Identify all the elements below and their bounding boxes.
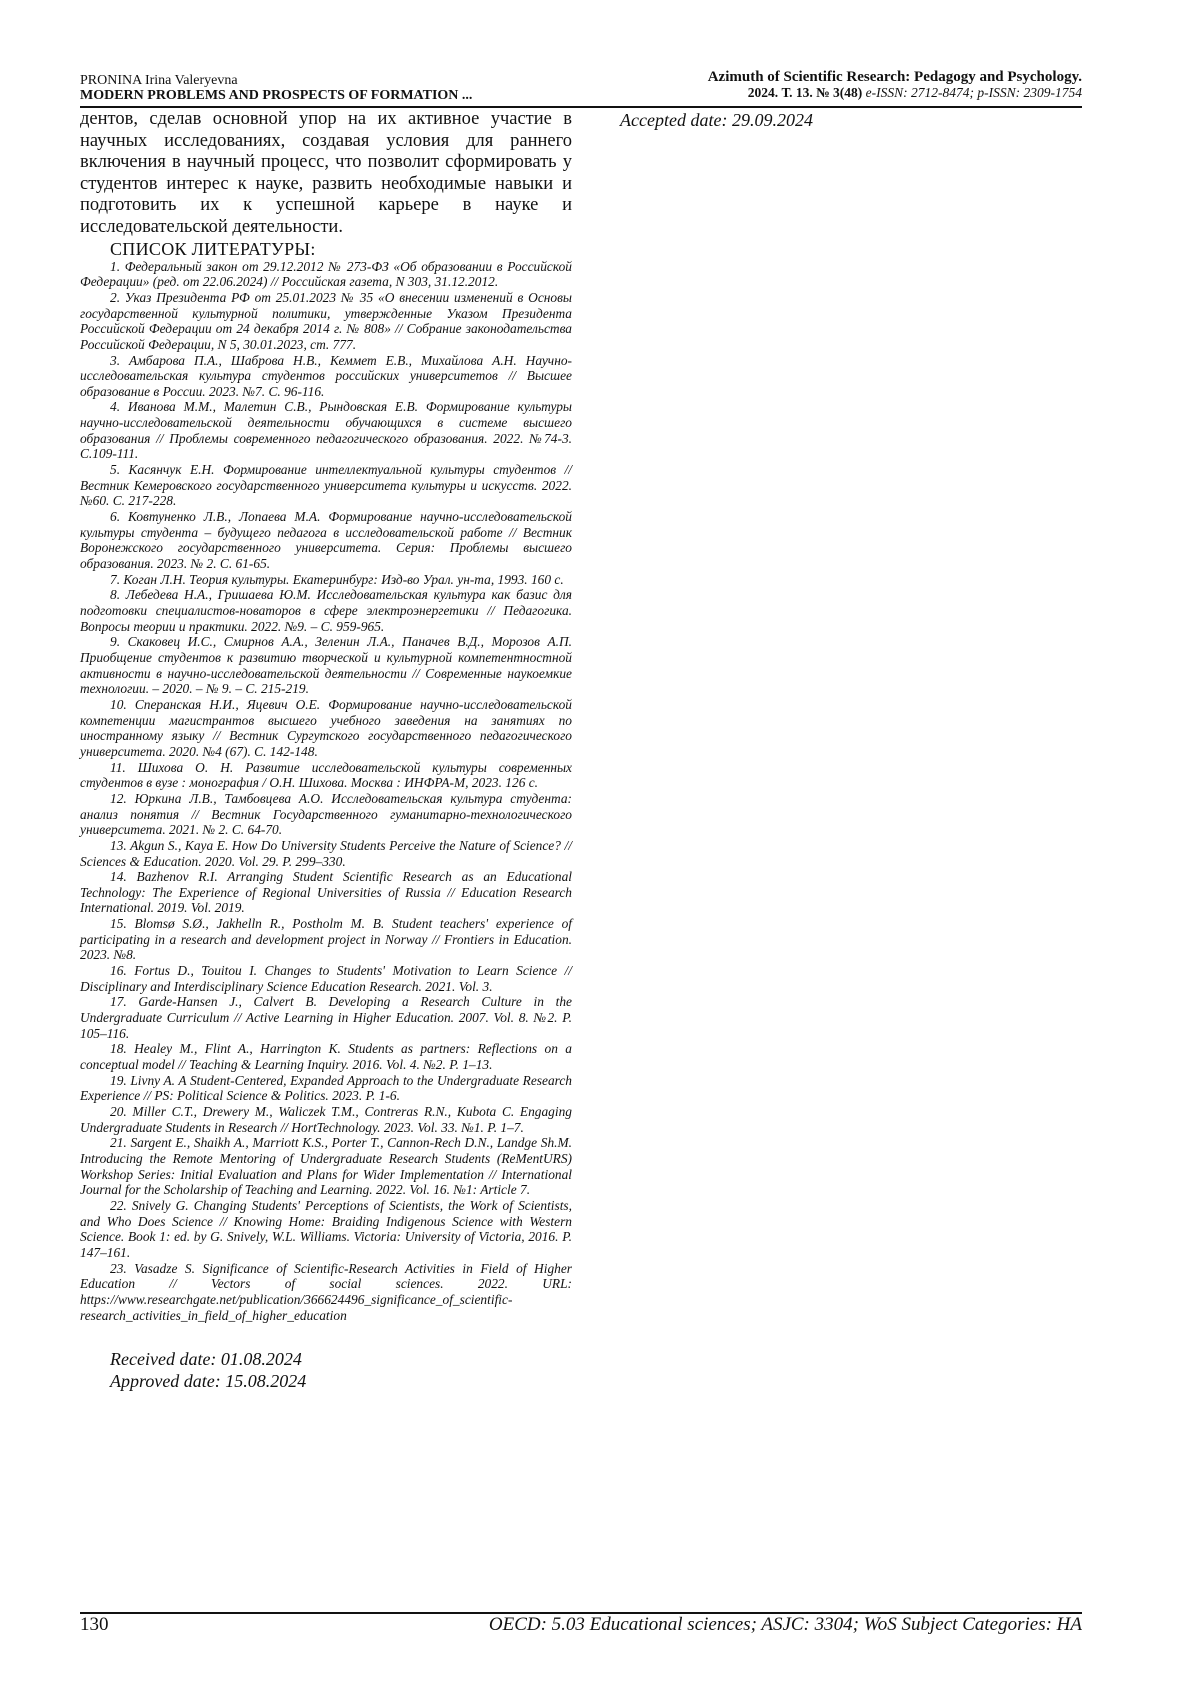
reference-item: 2. Указ Президента РФ от 25.01.2023 № 35 «О внесении изменений в Основы государственной культурной политики, утвержденные Указом Президента Российской Федерации от 24 декабря 2014 г. № 808» // Собрание законодательства Российской Федерации, N 5, 30.01.2023, ст. 777. [80, 289, 572, 352]
header-journal: Azimuth of Scientific Research: Pedagogy and Psychology. [707, 69, 1082, 85]
right-column [620, 109, 1082, 131]
left-column [80, 109, 572, 1392]
reference-item: 1. Федеральный закон от 29.12.2012 № 273-ФЗ «Об образовании в Российской Федерации» (ред. от 22.06.2024) // Российская газета, N 303, 31.12.2012. [80, 258, 572, 290]
reference-item: 21. Sargent E., Shaikh A., Marriott K.S., Porter T., Cannon-Rech D.N., Landge Sh.M. Introducing the Remote Mentoring of Undergraduate Research Students (ReMentURS) Workshop Series: Initial Evaluation and Plans for Wider Implementation // International Journal for the Scholarship of Teaching and Learning. 2022. Vol. 16. №1: Article 7. [80, 1135, 572, 1198]
header-issue-line [562, 85, 1082, 101]
reference-item: 15. Blomsø S.Ø., Jakhelln R., Postholm M. B. Student teachers' experience of participating in a research and development project in Norway // Frontiers in Education. 2023. №8. [80, 916, 572, 963]
reference-item: 22. Snively G. Changing Students' Perceptions of Scientists, the Work of Scientists, and Who Does Science // Knowing Home: Braiding Indigenous Science with Western Science. Book 1: ed. by G. Snively, W.L. Williams. Victoria: University of Victoria, 2016. P. 147–161. [80, 1197, 572, 1260]
reference-item: 8. Лебедева Н.А., Гришаева Ю.М. Исследовательская культура как базис для подготовки специалистов-новаторов в сфере электроэнергетики // Педагогика. Вопросы теории и практики. 2022. №9. – С. 959-965. [80, 587, 572, 634]
reference-item: 14. Bazhenov R.I. Arranging Student Scientific Research as an Educational Technology: The Experience of Regional Universities of Russia // Education Research International. 2019. Vol. 2019. [80, 869, 572, 916]
reference-item: 13. Akgun S., Kaya E. How Do University Students Perceive the Nature of Science? // Sciences & Education. 2020. Vol. 29. P. 299–330. [80, 837, 572, 869]
header-article-title: MODERN PROBLEMS AND PROSPECTS OF FORMATION ... [80, 88, 473, 103]
reference-item: 10. Сперанская Н.И., Яцевич О.Е. Формирование научно-исследовательской компетенции магистрантов высшего учебного заведения на занятиях по иностранному языку // Вестник Сургутского государственного педагогического университета. 2020. №4 (67). С. 142-148. [80, 696, 572, 759]
reference-item: 5. Касянчук Е.Н. Формирование интеллектуальной культуры студентов // Вестник Кемеровского государственного университета культуры и искусств. 2022. №60. С. 217-228. [80, 462, 572, 509]
header-author: PRONINA Irina Valeryevna [80, 73, 238, 88]
accepted-date: Accepted date: 29.09.2024 [620, 110, 813, 130]
body-paragraph: дентов, сделав основной упор на их активное участие в научных исследованиях, создавая условия для раннего включения в научный процесс, что позволит сформировать у студентов интерес к науке, развить необходимые навыки и подготовить их к успешной карьере в науке и исследовательской деятельности. [80, 109, 572, 237]
reference-item: 11. Шихова О. Н. Развитие исследовательской культуры современных студентов в вузе : монография / О.Н. Шихова. Москва : ИНФРА-М, 2023. 126 с. [80, 759, 572, 791]
page-number: 130 [80, 1614, 109, 1635]
reference-item: 16. Fortus D., Touitou I. Changes to Students' Motivation to Learn Science // Disciplinary and Interdisciplinary Science Education Research. 2021. Vol. 3. [80, 963, 572, 994]
running-header-right [562, 69, 1082, 101]
reference-item: 18. Healey M., Flint A., Harrington K. Students as partners: Reflections on a conceptual model // Teaching & Learning Inquiry. 2016. Vol. 4. №2. P. 1–13. [80, 1041, 572, 1073]
reference-item: 3. Амбарова П.А., Шаброва Н.В., Кеммет Е.В., Михайлова А.Н. Научно-исследовательская культура студентов российских университетов // Высшее образование в России. 2023. №7. С. 96-116. [80, 352, 572, 399]
running-header-left [80, 73, 640, 103]
submission-dates [110, 1348, 572, 1392]
reference-item: 17. Garde-Hansen J., Calvert B. Developing a Research Culture in the Undergraduate Curriculum // Active Learning in Higher Education. 2007. Vol. 8. №2. P. 105–116. [80, 994, 572, 1041]
reference-item: 6. Ковтуненко Л.В., Лопаева М.А. Формирование научно-исследовательской культуры студента – будущего педагога в исследовательской работе // Вестник Воронежского государственного университета. Серия: Проблемы высшего образования. 2023. № 2. С. 61-65. [80, 509, 572, 572]
reference-item: 7. Коган Л.Н. Теория культуры. Екатеринбург: Изд-во Урал. ун-та, 1993. 160 с. [110, 571, 564, 587]
approved-date: Approved date: 15.08.2024 [110, 1371, 307, 1392]
header-issn: e-ISSN: 2712-8474; p-ISSN: 2309-1754 [865, 85, 1082, 100]
header-issue: 2024. Т. 13. № 3(48) [747, 85, 863, 100]
header-rule [80, 106, 1082, 108]
reference-item: 19. Livny A. A Student-Centered, Expanded Approach to the Undergraduate Research Experience // PS: Political Science & Politics. 2023. P. 1-6. [80, 1072, 572, 1104]
received-date: Received date: 01.08.2024 [110, 1349, 302, 1370]
references-list [80, 259, 572, 1324]
footer-classification: OECD: 5.03 Educational sciences; ASJC: 3304; WoS Subject Categories: HA [488, 1614, 1082, 1635]
reference-item: 4. Иванова М.М., Малетин С.В., Рындовская Е.В. Формирование культуры научно-исследовательской деятельности обучающихся в системе высшего образования // Проблемы современного педагогического образования. 2022. №74-3. С.109-111. [80, 399, 572, 462]
references-heading: СПИСОК ЛИТЕРАТУРЫ: [110, 238, 316, 259]
reference-item: 12. Юркина Л.В., Тамбовцева А.О. Исследовательская культура студента: анализ понятия // Вестник Государственного гуманитарно-технологического университета. 2021. № 2. С. 64-70. [80, 790, 572, 838]
reference-item: 23. Vasadze S. Significance of Scientific-Research Activities in Field of Higher Education // Vectors of social sciences. 2022. URL: https://www.researchgate.net/publication/366624496_significance_of_scientific-research_activities_in_field_of_higher_education [80, 1260, 572, 1323]
reference-item: 9. Скаковец И.С., Смирнов А.А., Зеленин Л.А., Паначев В.Д., Морозов А.П. Приобщение студентов к развитию творческой и культурной компетентностной активности в научно-исследовательской деятельности // Современные наукоемкие технологии. – 2020. – № 9. – С. 215-219. [80, 634, 572, 697]
reference-item: 20. Miller C.T., Drewery M., Waliczek T.M., Contreras R.N., Kubota C. Engaging Undergraduate Students in Research // HortTechnology. 2023. Vol. 33. №1. P. 1–7. [80, 1104, 572, 1135]
